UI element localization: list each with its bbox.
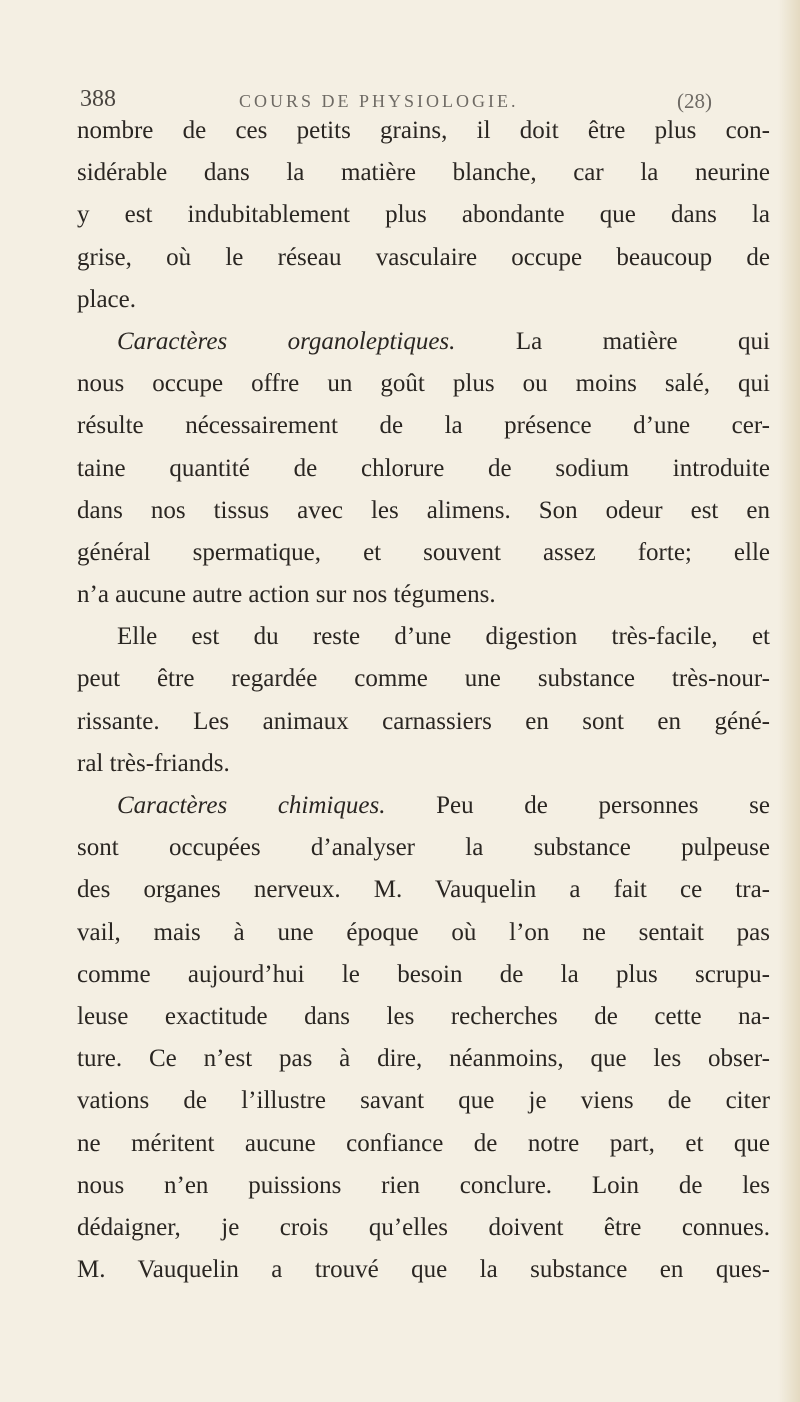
text-line: peut être regardée comme une substance très-nour- [77,665,770,693]
text-line: comme aujourd’hui le besoin de la plus scrupu- [77,960,770,988]
text-line: vail, mais à une époque où l’on ne sentait pas [77,918,770,946]
section-heading-line [77,785,770,827]
text-body [77,110,770,1291]
section-heading-chemical: Caractères chimiques. [117,792,386,819]
text-line: résulte nécessairement de la présence d’une cer- [77,412,770,440]
text-line: n’a aucune autre action sur nos tégumens. [77,581,496,609]
text-line: ne méritent aucune confiance de notre part, et que [77,1129,770,1157]
page-edge-shadow [778,0,800,1402]
text-line: Elle est du reste d’une digestion très-facile, et [117,623,770,651]
text-line: ture. Ce n’est pas à dire, néanmoins, que les obser- [77,1045,770,1073]
text-line: des organes nerveux. M. Vauquelin a fait ce tra- [77,876,770,904]
text-line-continuation: Peu de personnes se [385,792,770,819]
signature-mark: (28) [677,89,712,113]
running-title: COURS DE PHYSIOLOGIE. [239,91,519,111]
text-line: ral très-friands. [77,749,230,777]
text-line: dans nos tissus avec les alimens. Son odeur est en [77,496,770,524]
text-line: nous n’en puissions rien conclure. Loin de les [77,1171,770,1199]
text-line: y est indubitablement plus abondante que dans la [77,201,770,229]
text-line: taine quantité de chlorure de sodium introduite [77,454,770,482]
text-line: général spermatique, et souvent assez forte; elle [77,538,770,566]
text-line: place. [77,285,136,313]
text-line: nombre de ces petits grains, il doit être plus con- [77,117,770,144]
page-number: 388 [80,86,116,112]
text-line: grise, où le réseau vasculaire occupe beaucoup de [77,243,770,271]
text-line: nous occupe offre un goût plus ou moins salé, qui [77,370,770,398]
text-line: dédaigner, je crois qu’elles doivent être connues. [77,1213,770,1241]
text-line: vations de l’illustre savant que je viens de citer [77,1087,770,1115]
section-heading-line [77,321,770,363]
text-line: rissante. Les animaux carnassiers en sont en géné- [77,707,770,735]
text-line-continuation: La matière qui [455,327,770,355]
text-line: sidérable dans la matière blanche, car la neurine [77,159,770,187]
text-line: leuse exactitude dans les recherches de cette na- [77,1002,770,1030]
text-line: sont occupées d’analyser la substance pulpeuse [77,834,770,862]
section-heading-organoleptic: Caractères organoleptiques. [117,327,456,355]
text-line: M. Vauquelin a trouvé que la substance en ques- [77,1256,770,1284]
